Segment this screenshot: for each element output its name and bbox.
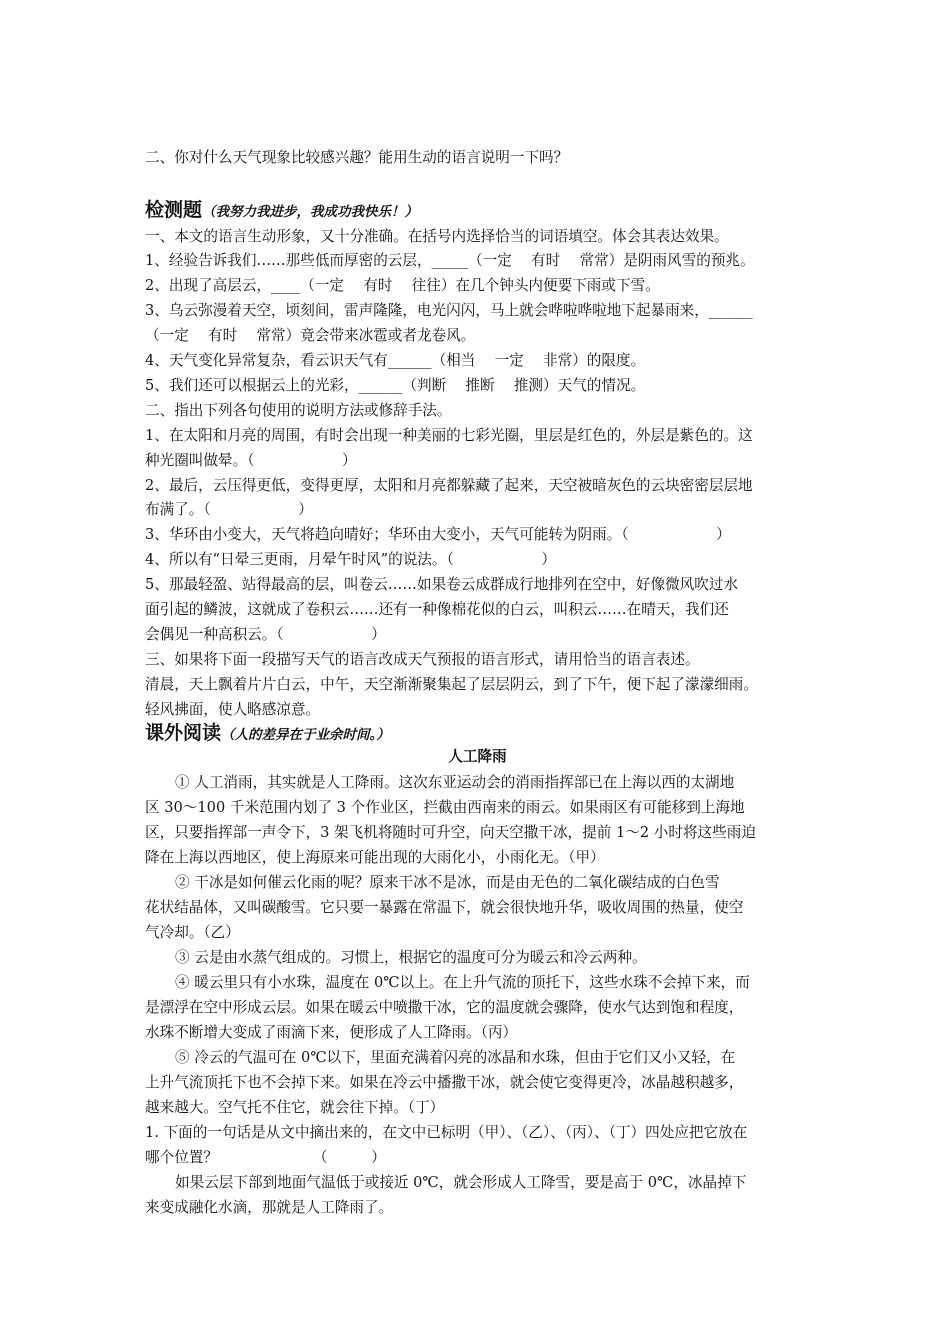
article-paragraph-line: 花状结晶体，又叫碳酸雪。它只要一暴露在常温下，就会很快地升华，吸收周围的热量，使空	[145, 899, 744, 916]
part1-question: 5、我们还可以根据云上的光彩，______（判断 推断 推测）天气的情况。	[145, 377, 646, 394]
part2-question: 2、最后，云压得更低，变得更厚，太阳和月亮都躲藏了起来，天空被暗灰色的云块密密层层地	[145, 477, 753, 494]
reading-question: 哪个位置？ （ ）	[145, 1149, 386, 1166]
article-paragraph-line: 区 30～100 千米范围内划了 3 个作业区，拦截由西南来的雨云。如果雨区有可能移到上海地	[145, 799, 745, 816]
part2-question: 4、所以有“日晕三更雨，月晕午时风”的说法。（ ）	[145, 551, 556, 568]
article-paragraph-line: 降在上海以西地区，使上海原来可能出现的大雨化小，小雨化无。（甲）	[145, 849, 605, 866]
part2-question: 面引起的鳞波，这就成了卷积云……还有一种像棉花似的白云，叫积云……在晴天，我们还	[145, 601, 729, 618]
part1-question: 1、经验告诉我们……那些低而厚密的云层，_____（一定 有时 常常）是阴雨风雪的预兆。	[145, 252, 755, 269]
quoted-sentence: 来变成融化水滴，那就是人工降雨了。	[145, 1199, 394, 1216]
article-paragraph-line: ① 人工消雨，其实就是人工降雨。这次东亚运动会的消雨指挥部已在上海以西的太湖地	[175, 774, 735, 791]
part2-question: 1、在太阳和月亮的周围，有时会出现一种美丽的七彩光圈，里层是红色的，外层是紫色的。这	[145, 427, 753, 444]
article-paragraph-line: 越来越大。空气托不住它，就会往下掉。（丁）	[145, 1099, 445, 1116]
article-paragraph-line: ⑤ 冷云的气温可在 0℃以下，里面充满着闪亮的冰晶和水珠，但由于它们又小又轻，在	[175, 1049, 736, 1066]
article-title: 人工降雨	[448, 748, 507, 765]
part3-text: 轻风拂面，使人略感凉意。	[145, 701, 321, 718]
reading-heading-title: 课外阅读	[145, 722, 222, 744]
part2-question: 种光圈叫做晕。（ ）	[145, 452, 357, 469]
article-paragraph-line: 是漂浮在空中形成云层。如果在暖云中喷撒干冰，它的温度就会骤降，使水气达到饱和程度，	[145, 999, 744, 1016]
part2-question: 布满了。（ ）	[145, 501, 313, 518]
part1-question: 3、乌云弥漫着天空，顷刻间，雷声隆隆，电光闪闪，马上就会哗啦哗啦地下起暴雨来，______	[145, 302, 753, 319]
article-paragraph-line: 水珠不断增大变成了雨滴下来，便形成了人工降雨。（丙）	[145, 1024, 518, 1041]
article-paragraph-line: ② 干冰是如何催云化雨的呢？原来干冰不是冰，而是由无色的二氧化碳结成的白色雪	[175, 874, 720, 891]
reading-heading	[145, 721, 390, 747]
quoted-sentence: 如果云层下部到地面气温低于或接近 0℃，就会形成人工降雪，要是高于 0℃，冰晶掉下	[175, 1174, 747, 1191]
part1-question: 4、天气变化异常复杂，看云识天气有______（相当 一定 非常）的限度。	[145, 352, 646, 369]
part2-question: 3、华环由小变大，天气将趋向晴好；华环由大变小，天气可能转为阴雨。（ ）	[145, 526, 731, 543]
article-paragraph-line: ③ 云是由水蒸气组成的。习惯上，根据它的温度可分为暖云和冷云两种。	[175, 949, 647, 966]
article-paragraph-line: 区，只要指挥部一声令下，3 架飞机将随时可升空，向天空撒干冰，提前 1～2 小时将这些雨迫	[145, 824, 756, 841]
part3-text: 清晨，天上飘着片片白云，中午，天空渐渐聚集起了层层阴云，到了下午，便下起了濛濛细雨。	[145, 676, 758, 693]
part2-intro: 二、指出下列各句使用的说明方法或修辞手法。	[145, 402, 452, 419]
test-heading-title: 检测题	[145, 199, 203, 221]
reading-heading-note: （人的差异在于业余时间。）	[221, 727, 390, 743]
part1-intro: 一、本文的语言生动形象，又十分准确。在括号内选择恰当的词语填空。体会其表达效果。	[145, 228, 729, 245]
part1-question: （一定 有时 常常）竟会带来冰雹或者龙卷风。	[145, 327, 476, 344]
part3-intro: 三、如果将下面一段描写天气的语言改成天气预报的语言形式，请用恰当的语言表述。	[145, 651, 700, 668]
article-paragraph-line: 气冷却。（乙）	[145, 924, 240, 941]
part2-question: 5、那最轻盈、站得最高的层，叫卷云……如果卷云成群成行地排列在空中，好像微风吹过水	[145, 576, 739, 593]
article-paragraph-line: 上升气流顶托下也不会掉下来。如果在冷云中播撒干冰，就会使它变得更冷，冰晶越积越多，	[145, 1074, 744, 1091]
section2-prompt: 二、你对什么天气现象比较感兴趣？能用生动的语言说明一下吗？	[145, 149, 569, 166]
article-paragraph-line: ④ 暖云里只有小水珠，温度在 0℃以上。在上升气流的顶托下，这些水珠不会掉下来，而	[175, 974, 750, 991]
part2-question: 会偶见一种高积云。（ ）	[145, 626, 386, 643]
part1-question: 2、出现了高层云，____（一定 有时 往往）在几个钟头内便要下雨或下雪。	[145, 277, 660, 294]
test-heading-note: （我努力我进步，我成功我快乐！）	[202, 204, 419, 220]
reading-question: 1. 下面的一句话是从文中摘出来的，在文中已标明（甲）、（乙）、（丙）、（丁）四处应把它放在	[145, 1124, 748, 1141]
test-heading	[145, 198, 418, 224]
